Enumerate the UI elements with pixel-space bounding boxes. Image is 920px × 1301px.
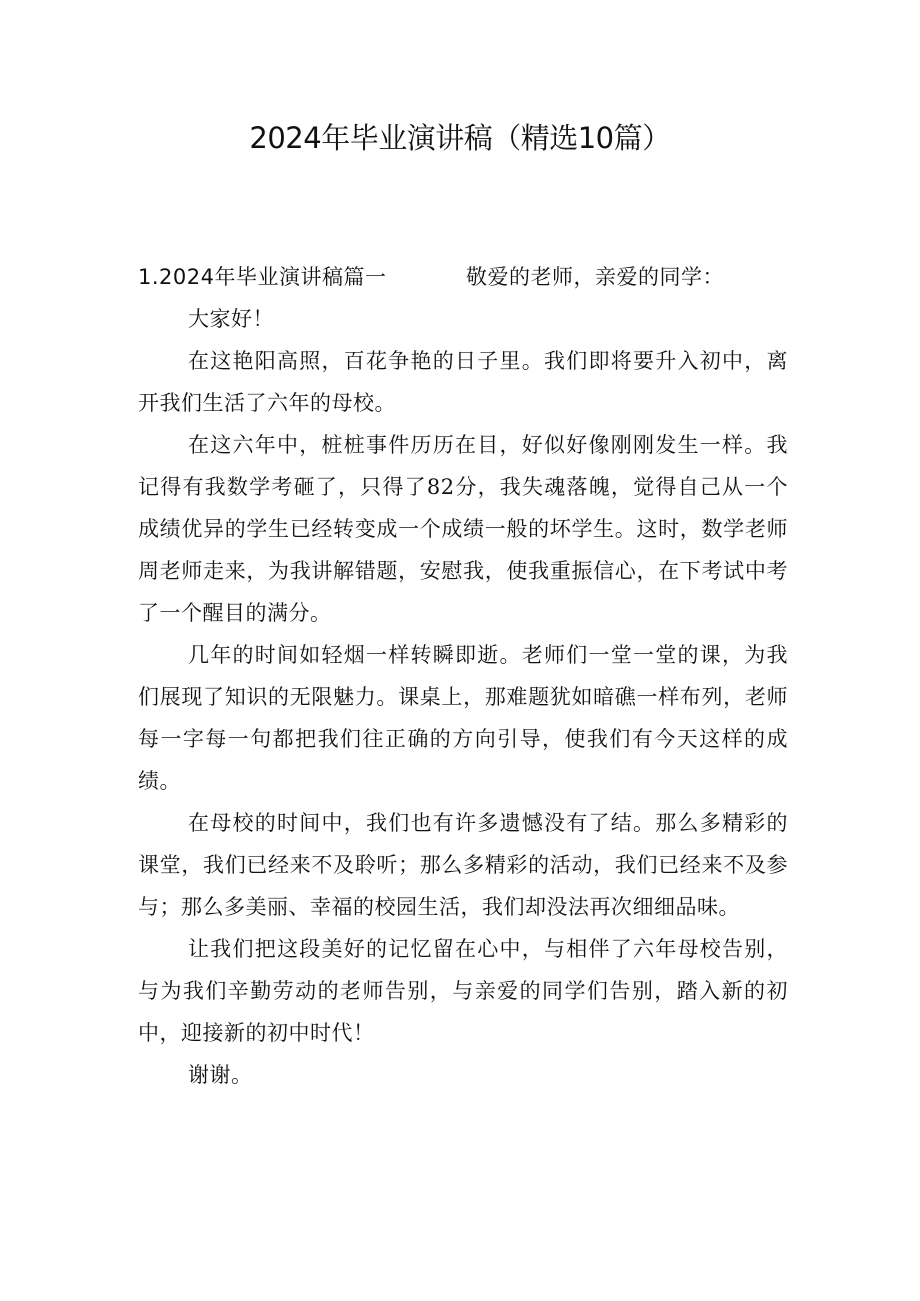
- paragraph-closing: 谢谢。: [188, 1063, 253, 1087]
- section-heading: [138, 256, 788, 298]
- paragraph: 让我们把这段美好的记忆留在心中，与相伴了六年母校告别，与为我们辛勤劳动的老师告别，与亲爱的同学们告别，踏入新的初中，迎接新的初中时代！: [138, 937, 788, 1045]
- section-label: 1.2024年毕业演讲稿篇一: [138, 265, 387, 289]
- paragraph: 几年的时间如轻烟一样转瞬即逝。老师们一堂一堂的课，为我们展现了知识的无限魅力。课桌上，那难题犹如暗礁一样布列，老师每一字每一句都把我们往正确的方向引导，使我们有今天这样的成绩。: [138, 643, 788, 793]
- document-body: [138, 256, 788, 1096]
- paragraph: 在这艳阳高照，百花争艳的日子里。我们即将要升入初中，离开我们生活了六年的母校。: [138, 349, 788, 415]
- paragraph: 在这六年中，桩桩事件历历在目，好似好像刚刚发生一样。我记得有我数学考砸了，只得了82分，我失魂落魄，觉得自己从一个成绩优异的学生已经转变成一个成绩一般的坏学生。这时，数学老师周老师走来，为我讲解错题，安慰我，使我重振信心，在下考试中考了一个醒目的满分。: [138, 433, 788, 625]
- paragraph-greeting: 大家好！: [188, 307, 274, 331]
- salutation: 敬爱的老师，亲爱的同学：: [466, 265, 724, 289]
- document-title: 2024年毕业演讲稿（精选10篇）: [249, 121, 671, 155]
- paragraph: 在母校的时间中，我们也有许多遗憾没有了结。那么多精彩的课堂，我们已经来不及聆听；那么多精彩的活动，我们已经来不及参与；那么多美丽、幸福的校园生活，我们却没法再次细细品味。: [138, 811, 788, 919]
